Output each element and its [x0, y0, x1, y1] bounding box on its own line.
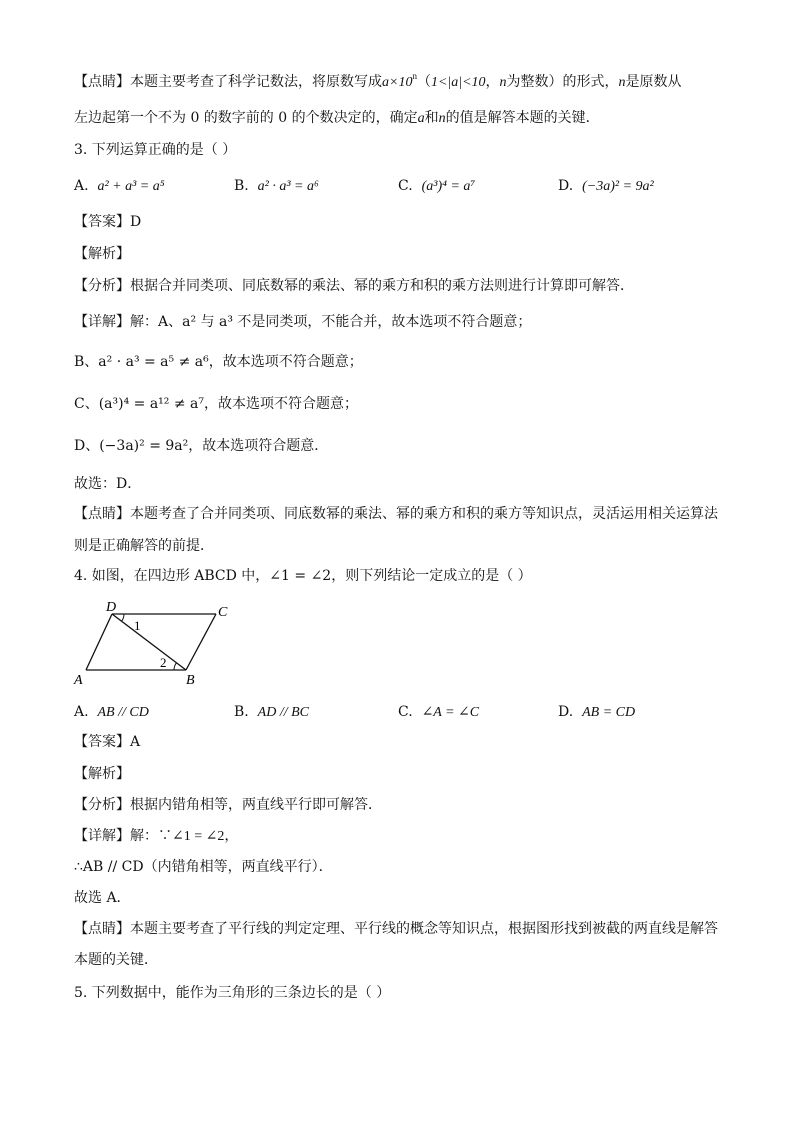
side-ad	[86, 614, 112, 670]
q3-option-a: A. a² + a³ = a⁵	[74, 178, 165, 194]
label-angle-2: 2	[160, 655, 167, 670]
q3-analysis-label: 【解析】	[74, 246, 130, 262]
q4-answer: 【答案】A	[74, 734, 141, 750]
q3-step-b: B、a² · a³ = a⁵ ≠ a⁶，故本选项不符合题意；	[74, 354, 363, 370]
label-angle-1: 1	[134, 618, 141, 633]
q3-dianjing-2: 则是正确解答的前提．	[74, 538, 214, 554]
q4-stem: 4. 如图，在四边形 ABCD 中，∠1 = ∠2，则下列结论一定成立的是（ ）	[74, 568, 532, 584]
q3-option-c: C. (a³)⁴ = a⁷	[398, 178, 476, 194]
q4-choose: 故选 A．	[74, 890, 131, 906]
angle-1-arc	[122, 614, 124, 621]
q3-answer: 【答案】D	[74, 214, 142, 230]
q5-stem: 5. 下列数据中，能作为三角形的三条边长的是（ ）	[74, 985, 391, 1001]
q3-option-d: D. (−3a)² = 9a²	[558, 178, 654, 194]
q3-dianjing-1: 【点睛】本题考查了合并同类项、同底数幂的乘法、幂的乘方和积的乘方等知识点，灵活运用相关运算法	[74, 506, 718, 522]
q3-step-d: D、(−3a)² = 9a²，故本选项符合题意．	[74, 438, 329, 454]
q4-xiangjie: 【详解】解：∵∠1 = ∠2，	[74, 828, 239, 844]
side-cb	[186, 614, 216, 670]
dianjing-line-2: 左边起第一个不为 0 的数字前的 0 的个数决定的，确定a和n的值是解答本题的关键．	[74, 110, 600, 126]
q4-analysis-label: 【解析】	[74, 766, 130, 782]
q4-dianjing-1: 【点睛】本题主要考查了平行线的判定定理、平行线的概念等知识点，根据图形找到被截的两直线是解答	[74, 921, 718, 937]
q4-therefore: ∴AB // CD（内错角相等，两直线平行）．	[74, 859, 333, 875]
q3-stem: 3. 下列运算正确的是（ ）	[74, 142, 237, 158]
q4-option-c: C. ∠A = ∠C	[398, 704, 480, 720]
q4-dianjing-2: 本题的关键．	[74, 952, 158, 968]
q4-option-b: B. AD // BC	[234, 704, 309, 720]
q3-xiangjie: 【详解】解：A、a² 与 a³ 不是同类项，不能合并，故本选项不符合题意；	[74, 314, 532, 330]
q3-option-b: B. a² · a³ = a⁶	[234, 178, 319, 194]
q3-fenxi: 【分析】根据合并同类项、同底数幂的乘法、幂的乘方和积的乘方法则进行计算即可解答．	[74, 278, 634, 294]
label-b: B	[186, 673, 195, 688]
q4-option-d: D. AB = CD	[558, 704, 636, 720]
quadrilateral-diagram	[72, 598, 242, 690]
q3-choose: 故选：D．	[74, 476, 142, 492]
label-c: C	[218, 605, 228, 620]
q4-fenxi: 【分析】根据内错角相等，两直线平行即可解答．	[74, 797, 382, 813]
q3-step-c: C、(a³)⁴ = a¹² ≠ a⁷，故本选项不符合题意；	[74, 396, 358, 412]
dianjing-line-1: 【点睛】本题主要考查了科学记数法，将原数写成$a\times 10^n(1<|a|<10$，n为整数）的形式，n是原数从	[74, 71, 682, 90]
quadrilateral-figure	[72, 598, 242, 690]
angle-2-arc	[174, 663, 176, 670]
q4-option-a: A. AB // CD	[74, 704, 149, 720]
label-a: A	[74, 673, 83, 688]
label-d: D	[106, 600, 117, 615]
diagonal-db	[112, 614, 186, 670]
